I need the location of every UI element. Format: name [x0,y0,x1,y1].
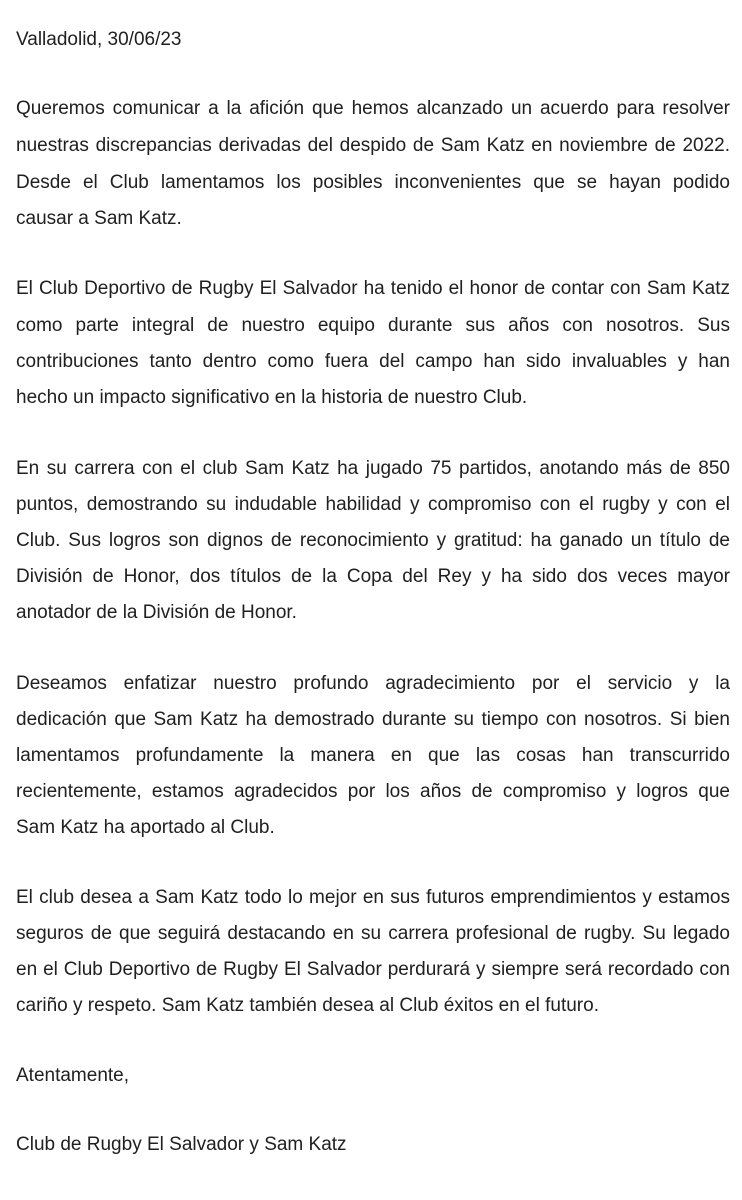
text-line: dedicación que Sam Katz ha demostrado durante su tiempo con nosotros. Si bien [16,709,730,730]
text-line: anotador de la División de Honor. [16,602,297,623]
text-line: en el Club Deportivo de Rugby El Salvador perdurará y siempre será recordado con [16,959,730,980]
text-line: Sam Katz ha aportado al Club. [16,817,275,838]
text-line: seguros de que seguirá destacando en su carrera profesional de rugby. Su legado [16,923,730,944]
text-line: El Club Deportivo de Rugby El Salvador ha tenido el honor de contar con Sam Katz [16,278,730,299]
date-line: Valladolid, 30/06/23 [16,29,182,50]
text-line: El club desea a Sam Katz todo lo mejor en sus futuros emprendimientos y estamos [16,887,730,908]
text-line: cariño y respeto. Sam Katz también desea al Club éxitos en el futuro. [16,995,599,1016]
text-line: Club. Sus logros son dignos de reconocimiento y gratitud: ha ganado un título de [16,530,730,551]
text-line: Desde el Club lamentamos los posibles inconvenientes que se hayan podido [16,172,730,193]
text-line: lamentamos profundamente la manera en que las cosas han transcurrido [16,745,730,766]
text-line: División de Honor, dos títulos de la Copa del Rey y ha sido dos veces mayor [16,566,730,587]
text-line: recientemente, estamos agradecidos por los años de compromiso y logros que [16,781,730,802]
text-line: Deseamos enfatizar nuestro profundo agradecimiento por el servicio y la [16,673,730,694]
text-line: causar a Sam Katz. [16,208,182,229]
text-line: Queremos comunicar a la afición que hemos alcanzado un acuerdo para resolver [16,98,730,119]
closing-line: Atentamente, [16,1065,130,1086]
text-line: puntos, demostrando su indudable habilidad y compromiso con el rugby y con el [16,494,730,515]
signature-line: Club de Rugby El Salvador y Sam Katz [16,1134,347,1155]
text-line: hecho un impacto significativo en la historia de nuestro Club. [16,387,528,408]
text-line: contribuciones tanto dentro como fuera del campo han sido invaluables y han [16,351,730,372]
text-line: como parte integral de nuestro equipo durante sus años con nosotros. Sus [16,315,730,336]
text-line: En su carrera con el club Sam Katz ha jugado 75 partidos, anotando más de 850 [16,458,730,479]
text-line: nuestras discrepancias derivadas del despido de Sam Katz en noviembre de 2022. [16,135,730,156]
